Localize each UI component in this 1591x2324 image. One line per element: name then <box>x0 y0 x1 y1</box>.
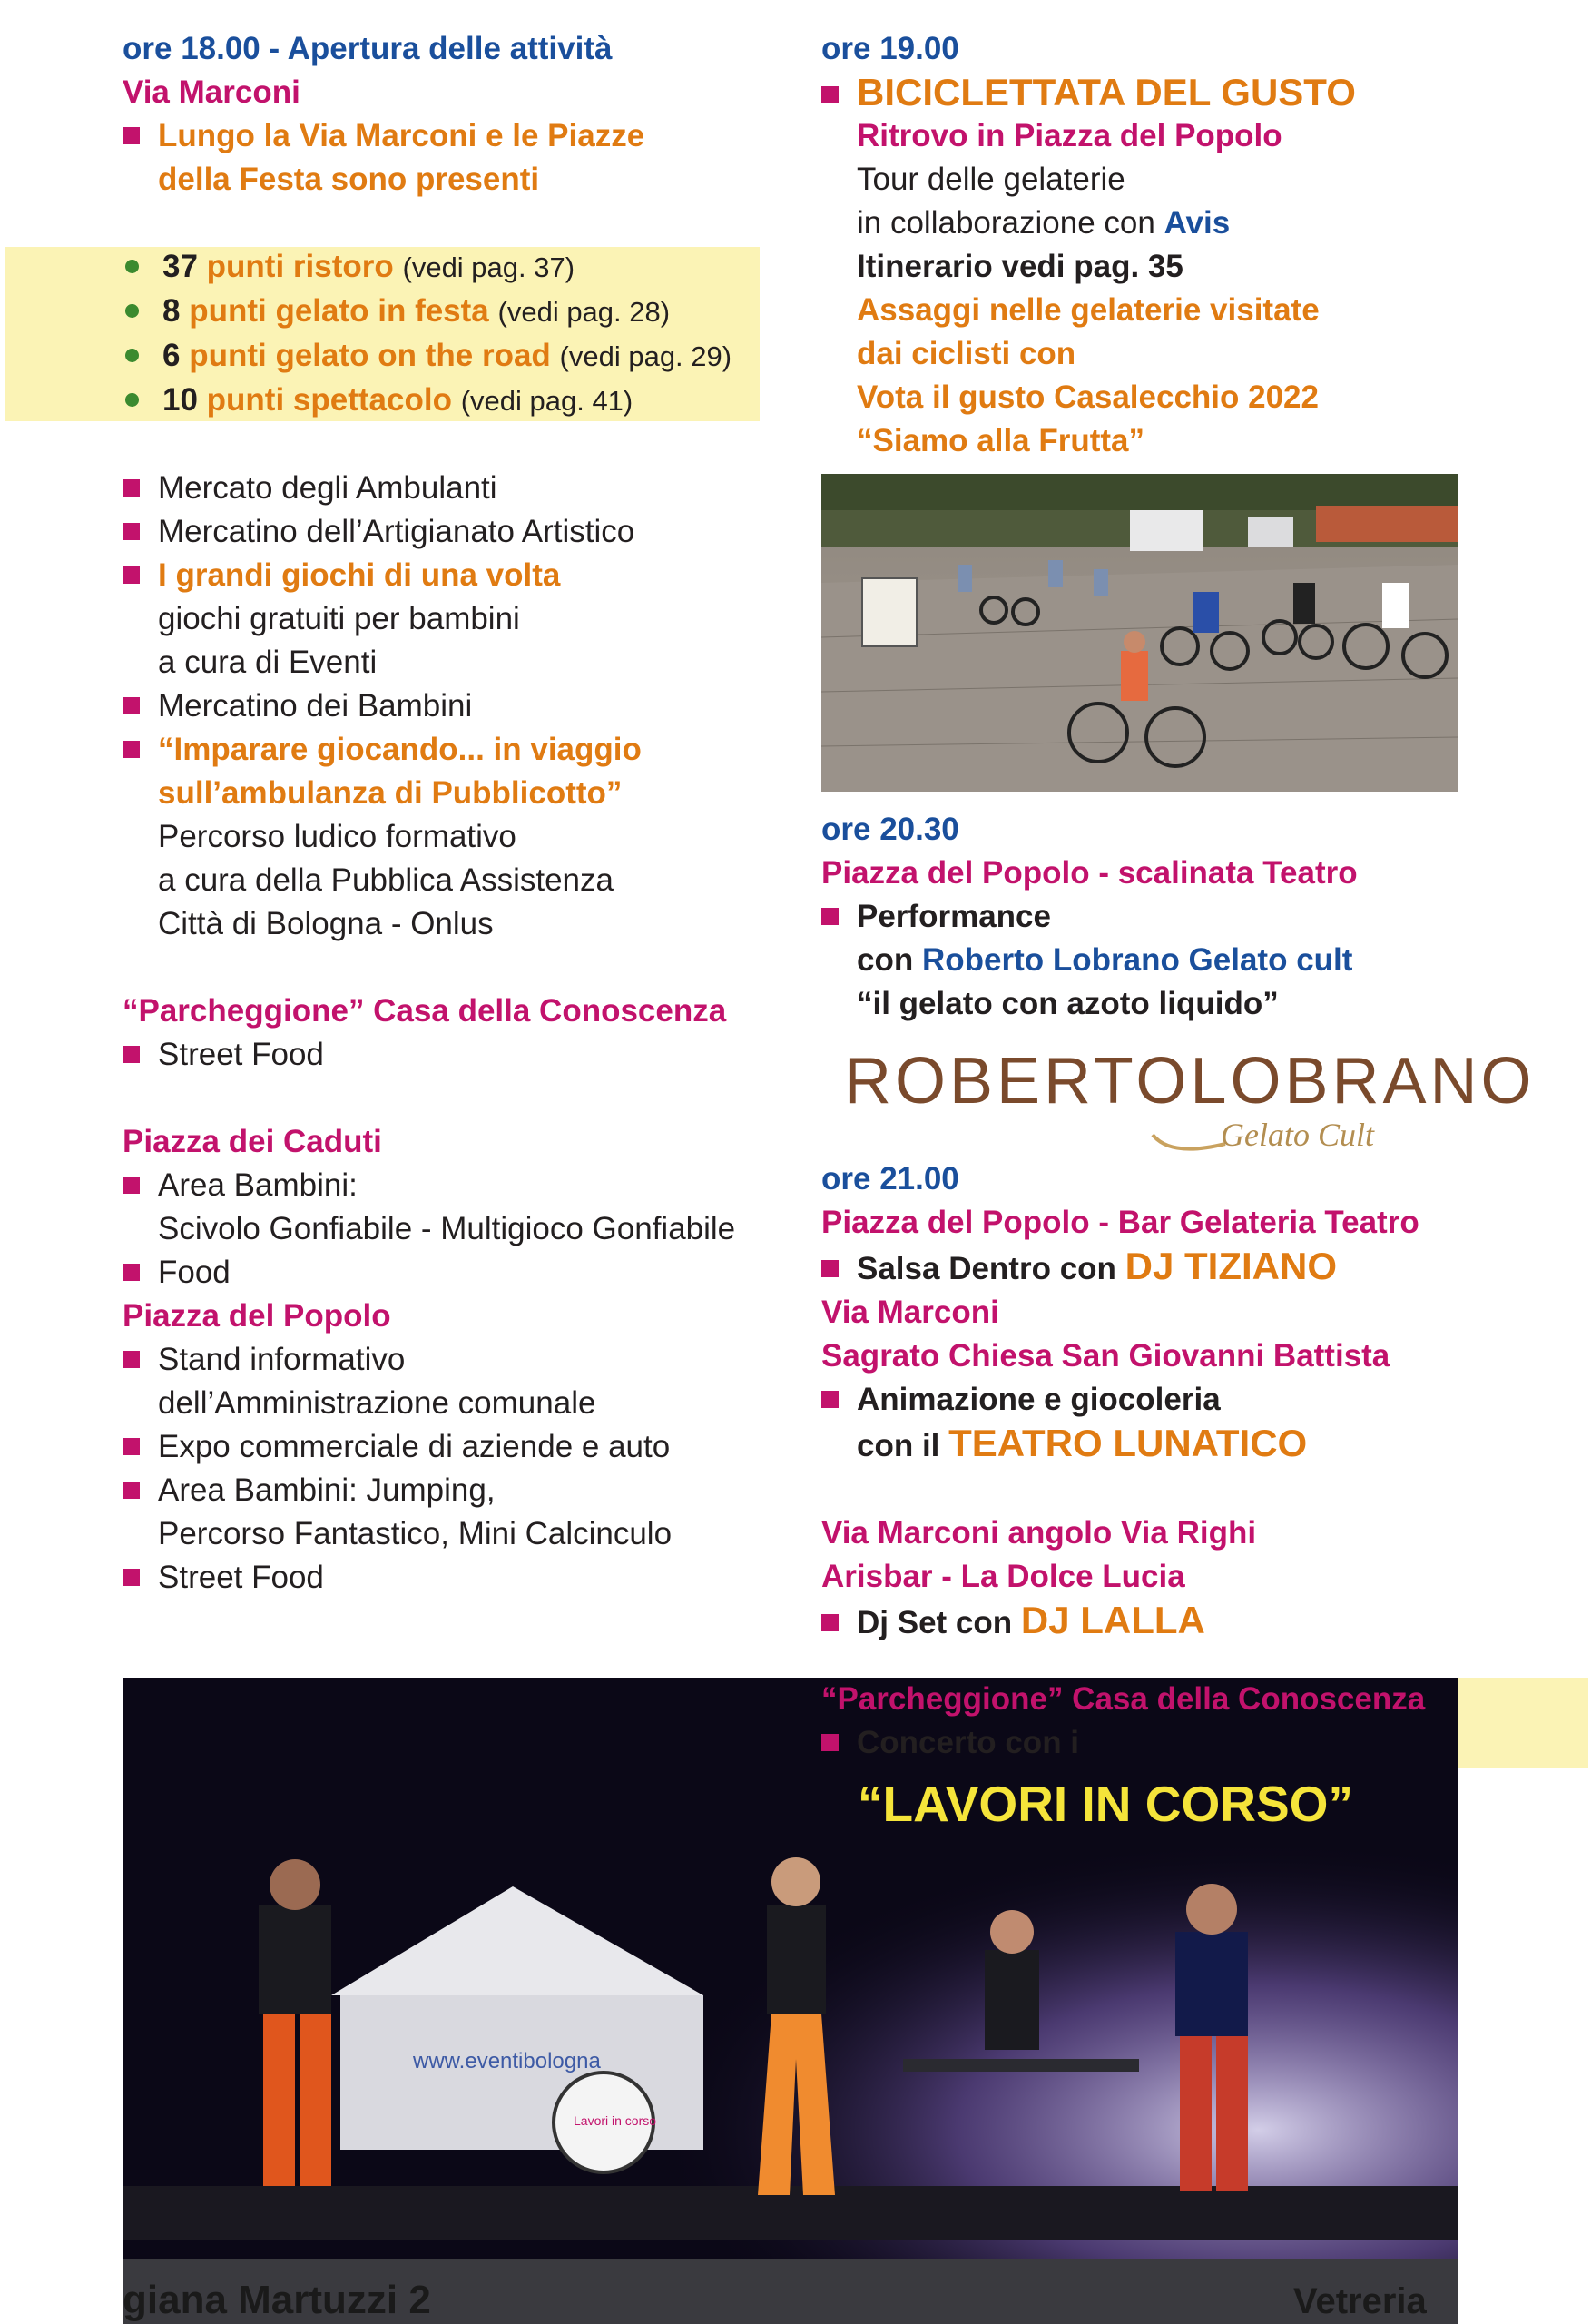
giochi-gratuiti-text: giochi gratuiti per bambini <box>158 601 520 636</box>
list-item-punti: 10 punti spettacolo (vedi pag. 41) <box>123 379 758 423</box>
teatro-lunatico-line: con il TEATRO LUNATICO <box>857 1422 1308 1464</box>
list-item-grandi-giochi: I grandi giochi di una volta <box>123 554 758 597</box>
square-bullet-icon <box>821 1734 839 1751</box>
green-dot-icon <box>125 393 139 407</box>
list-item-area-bambini: Area Bambini: <box>123 1164 758 1207</box>
piazza-popolo-heading: Piazza del Popolo <box>123 1298 391 1334</box>
list-item-street-food-2: Street Food <box>123 1556 758 1600</box>
sagrato-heading: Sagrato Chiesa San Giovanni Battista <box>821 1338 1390 1374</box>
percorso-ludico-text: Percorso ludico formativo <box>158 819 516 854</box>
square-bullet-icon <box>821 908 839 925</box>
square-bullet-icon <box>123 1264 140 1281</box>
square-bullet-icon <box>123 1482 140 1499</box>
lungo-line-2: della Festa sono presenti <box>158 162 540 197</box>
list-item-area-jumping: Area Bambini: Jumping, <box>123 1469 758 1512</box>
piazza-caduti-heading: Piazza dei Caduti <box>123 1124 382 1159</box>
right-column <box>821 27 1566 463</box>
via-marconi-heading: Via Marconi <box>123 74 300 110</box>
lavori-in-corso-title: “LAVORI IN CORSO” <box>858 1776 1353 1832</box>
logo-text: ROBERTOLOBRANO <box>844 1045 1536 1118</box>
square-bullet-icon <box>123 127 140 144</box>
drum-text: Lavori in corso <box>574 2113 657 2128</box>
square-bullet-icon <box>123 566 140 584</box>
list-item-stand: Stand informativo <box>123 1338 758 1382</box>
logo-subtext: Gelato Cult <box>1221 1117 1374 1153</box>
left-column <box>123 27 758 1600</box>
time-2100-heading: ore 21.00 <box>821 1161 959 1196</box>
square-bullet-icon <box>821 1391 839 1408</box>
tent-text: www.eventibologna <box>413 2049 601 2073</box>
bar-gelateria-heading: Piazza del Popolo - Bar Gelateria Teatro <box>821 1205 1419 1240</box>
tour-text: Tour delle gelaterie <box>857 162 1125 197</box>
square-bullet-icon <box>821 1614 839 1631</box>
scivolo-text: Scivolo Gonfiabile - Multigioco Gonfiabile <box>158 1211 736 1246</box>
square-bullet-icon <box>123 523 140 540</box>
green-dot-icon <box>125 260 139 273</box>
imparare-line-2: sull’ambulanza di Pubblicotto” <box>158 775 623 811</box>
time-1900-heading: ore 19.00 <box>821 31 959 66</box>
assaggi-text: Assaggi nelle gelaterie visitate <box>857 292 1320 328</box>
scalinata-heading: Piazza del Popolo - scalinata Teatro <box>821 855 1358 891</box>
punti-list <box>123 245 758 423</box>
parcheggione-heading: “Parcheggione” Casa della Conoscenza <box>123 993 727 1029</box>
cura-eventi-text: a cura di Eventi <box>158 645 378 680</box>
time-2030-heading: ore 20.30 <box>821 812 959 847</box>
square-bullet-icon <box>123 741 140 758</box>
square-bullet-icon <box>123 1177 140 1194</box>
stand-line-2: dell’Amministrazione comunale <box>158 1385 596 1421</box>
cura-pubblica-text: a cura della Pubblica Assistenza <box>158 862 614 898</box>
bike-ride-photo <box>821 474 1458 792</box>
list-item-punti: 37 punti ristoro (vedi pag. 37) <box>123 245 758 290</box>
list-item-punti: 8 punti gelato in festa (vedi pag. 28) <box>123 290 758 334</box>
lobrano-line: con Roberto Lobrano Gelato cult <box>857 942 1353 978</box>
list-item-food: Food <box>123 1251 758 1295</box>
right-column-lower <box>821 808 1566 1026</box>
time-1800-heading: ore 18.00 - Apertura delle attività <box>123 31 613 66</box>
citta-bologna-text: Città di Bologna - Onlus <box>158 906 494 941</box>
roberto-lobrano-logo <box>844 1035 1536 1157</box>
via-marconi-heading-right: Via Marconi <box>821 1295 999 1330</box>
list-item-animazione: Animazione e giocoleria <box>821 1378 1566 1422</box>
banner-text-right: Vetreria <box>1293 2281 1427 2321</box>
arisbar-heading: Arisbar - La Dolce Lucia <box>821 1559 1185 1594</box>
parcheggione-heading-right: “Parcheggione” Casa della Conoscenza <box>821 1681 1426 1717</box>
banner-text-left: giana Martuzzi 2 <box>123 2278 431 2322</box>
square-bullet-icon <box>123 697 140 714</box>
list-item-concerto: Concerto con i <box>821 1721 1566 1765</box>
list-item-performance: Performance <box>821 895 1566 939</box>
square-bullet-icon <box>123 479 140 497</box>
vota-text: Vota il gusto Casalecchio 2022 <box>857 379 1319 415</box>
list-item-punti: 6 punti gelato on the road (vedi pag. 29) <box>123 334 758 379</box>
square-bullet-icon <box>821 1260 839 1277</box>
green-dot-icon <box>125 349 139 362</box>
list-item-expo: Expo commerciale di aziende e auto <box>123 1425 758 1469</box>
list-item-salsa: Salsa Dentro con DJ TIZIANO <box>821 1245 1566 1291</box>
square-bullet-icon <box>821 86 839 103</box>
via-righi-heading: Via Marconi angolo Via Righi <box>821 1515 1257 1551</box>
dai-ciclisti-text: dai ciclisti con <box>857 336 1076 371</box>
list-item-mercatino-bambini: Mercatino dei Bambini <box>123 684 758 728</box>
percorso-fantastico-text: Percorso Fantastico, Mini Calcinculo <box>158 1516 673 1551</box>
green-dot-icon <box>125 304 139 318</box>
avis-link-text: Avis <box>1164 205 1231 241</box>
lungo-line-1: Lungo la Via Marconi e le Piazze <box>123 114 758 158</box>
square-bullet-icon <box>123 1351 140 1368</box>
list-item-mercatino-artigianato: Mercatino dell’Artigianato Artistico <box>123 510 758 554</box>
list-item-mercato-ambulanti: Mercato degli Ambulanti <box>123 467 758 510</box>
biciclettata-title: BICICLETTATA DEL GUSTO <box>821 71 1566 114</box>
collab-text: in collaborazione con Avis <box>857 205 1231 241</box>
square-bullet-icon <box>123 1438 140 1455</box>
concerto-block <box>821 1678 1566 1765</box>
ritrovo-text: Ritrovo in Piazza del Popolo <box>857 118 1282 153</box>
list-item-imparare: “Imparare giocando... in viaggio <box>123 728 758 772</box>
right-column-evening <box>821 1157 1566 1645</box>
gelato-azoto-text: “il gelato con azoto liquido” <box>857 986 1279 1021</box>
list-item-street-food: Street Food <box>123 1033 758 1077</box>
siamo-frutta-text: “Siamo alla Frutta” <box>857 423 1145 458</box>
square-bullet-icon <box>123 1569 140 1586</box>
square-bullet-icon <box>123 1046 140 1063</box>
itinerario-text: Itinerario vedi pag. 35 <box>857 249 1183 284</box>
list-item-dj-set: Dj Set con DJ LALLA <box>821 1599 1566 1645</box>
